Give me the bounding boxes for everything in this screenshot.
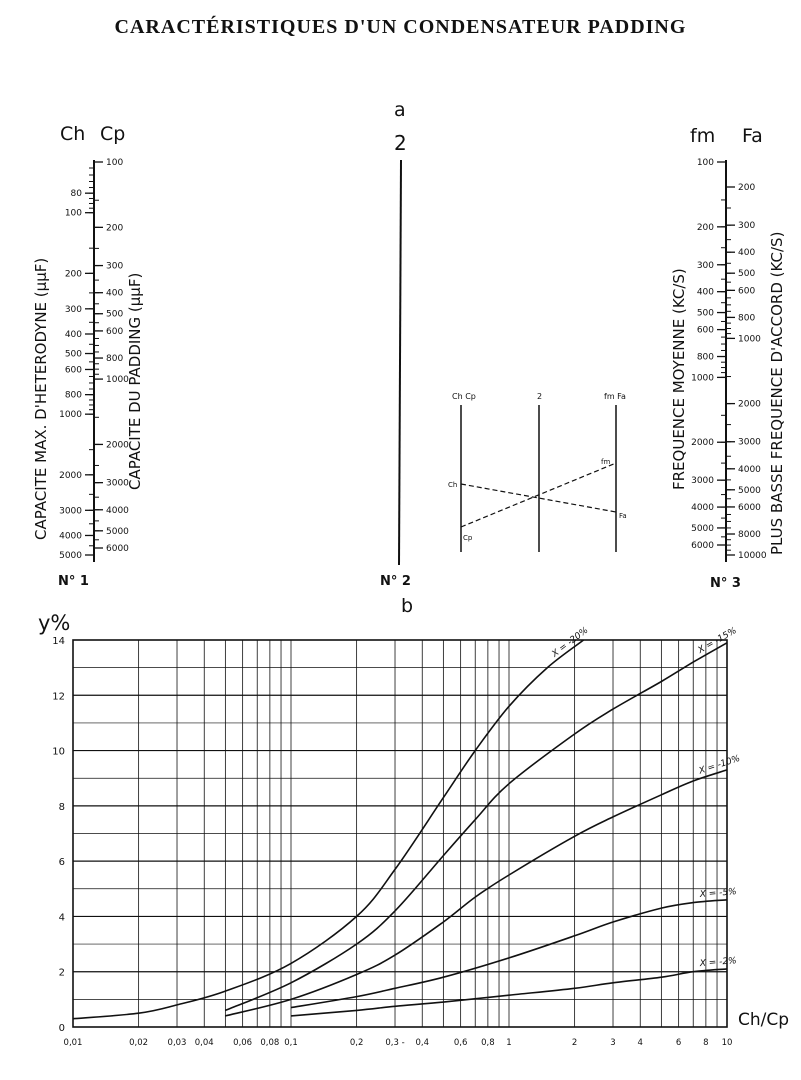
chart-grid — [73, 640, 727, 1027]
scale1-ch-tick-label: 300 — [64, 304, 82, 315]
chart-y-tick-label: 12 — [52, 691, 65, 703]
chart-y-tick-label: 0 — [58, 1023, 65, 1034]
series-line-1 — [225, 643, 727, 1011]
scale1-number: N° 1 — [58, 574, 89, 589]
scale1-ch-tick-label: 2000 — [59, 470, 82, 481]
scale3-fa-tick-label: 400 — [738, 248, 756, 259]
scale1-label-cp: Cp — [100, 123, 126, 145]
chart-x-tick-label: 0,06 — [233, 1038, 253, 1048]
scale3-fa-tick-label: 600 — [738, 286, 756, 297]
example-label-ch: Ch — [448, 481, 458, 489]
scale3-fm-tick-label: 300 — [696, 260, 714, 271]
page-title: CARACTÉRISTIQUES D'UN CONDENSATEUR PADDING — [114, 16, 687, 38]
series-label-3: X = -5% — [699, 887, 738, 901]
chart-xlabel: Ch/Cp — [738, 1010, 790, 1030]
scale3-fa-tick-label: 500 — [738, 269, 756, 280]
scale1-cp-tick-label: 2000 — [106, 440, 129, 451]
scale1-cp-tick-label: 300 — [106, 261, 124, 272]
scale3-fm-tick-label: 600 — [696, 325, 714, 336]
scale3-fm-tick-label: 500 — [696, 308, 714, 319]
scale3-fm-tick-label: 5000 — [691, 523, 714, 534]
scale2-axis — [399, 160, 401, 565]
scale3-fa-tick-label: 1000 — [738, 334, 761, 345]
scale1-ch-tick-label: 200 — [64, 269, 82, 280]
chart-x-tick-label: 0,01 — [63, 1038, 83, 1048]
scale1-label-ch: Ch — [60, 123, 86, 145]
chart-x-tick-label: 1 — [506, 1038, 512, 1048]
chart-y-tick-label: 6 — [58, 857, 65, 869]
chart-x-tick-label: 0,08 — [260, 1038, 280, 1048]
chart-y-tick-label: 14 — [52, 636, 65, 647]
chart-x-tick-label: 0,2 — [349, 1038, 364, 1048]
series-label-0: X = -20% — [550, 625, 591, 660]
chart-y-tick-label: 4 — [58, 912, 65, 924]
scale3-fm-tick-label: 6000 — [691, 541, 714, 551]
scale3-fm-tick-label: 800 — [696, 352, 714, 363]
scale3-fa-tick-label: 2000 — [738, 399, 761, 410]
scale1-cp-tick-label: 600 — [106, 326, 124, 337]
scale3-ticks — [691, 158, 767, 561]
scale1-cp-tick-label: 100 — [106, 158, 124, 168]
line-chart — [0, 600, 801, 1080]
scale3-caption-fa: PLUS BASSE FREQUENCE D'ACCORD (KC/S) — [768, 231, 786, 555]
scale3-fm-tick-label: 400 — [696, 287, 714, 298]
scale1-ch-tick-label: 5000 — [59, 551, 82, 561]
scale3-caption-fm: FREQUENCE MOYENNE (KC/S) — [670, 268, 688, 490]
scale3-fa-tick-label: 5000 — [738, 485, 761, 496]
scale1-caption-ch: CAPACITE MAX. D'HETERODYNE (µµF) — [32, 257, 50, 540]
chart-x-tick-label: 4 — [637, 1038, 643, 1048]
chart-series — [73, 640, 727, 1019]
scale1-ch-tick-label: 80 — [70, 189, 82, 200]
scale2-letter-b: b — [401, 595, 414, 617]
scale1-ch-tick-label: 4000 — [59, 531, 82, 542]
scale3-fm-tick-label: 200 — [696, 222, 714, 233]
scale3-fa-tick-label: 8000 — [738, 530, 761, 541]
scale1-cp-tick-label: 5000 — [106, 526, 129, 537]
chart-x-tick-label: 3 — [610, 1038, 616, 1048]
scale3-fa-tick-label: 4000 — [738, 464, 761, 475]
example-header-fm-fa: fm Fa — [604, 392, 626, 401]
chart-x-tick-label: 0,6 — [453, 1038, 468, 1048]
scale3-label-fa: Fa — [742, 125, 763, 147]
scale3-fm-tick-label: 1000 — [691, 373, 714, 384]
example-diagram — [448, 392, 627, 552]
scale3-label-fm: fm — [690, 125, 716, 147]
scale1-ch-tick-label: 500 — [64, 349, 82, 360]
series-label-2: X = -10% — [697, 753, 742, 777]
scale2-letter-a: a — [394, 99, 406, 121]
scale3-number: N° 3 — [710, 576, 741, 591]
scale2-label: 2 — [394, 131, 407, 155]
scale2-number: N° 2 — [380, 574, 411, 589]
scale1-ch-tick-label: 400 — [64, 329, 82, 340]
chart-series-labels — [550, 626, 742, 970]
scale3-fm-tick-label: 4000 — [691, 503, 714, 514]
chart-y-tick-label: 8 — [58, 801, 65, 813]
series-label-1: X = -15% — [696, 625, 739, 656]
example-header-2: 2 — [537, 392, 543, 401]
scale1-cp-tick-label: 500 — [106, 309, 124, 320]
scale1-ch-tick-label: 800 — [64, 390, 82, 401]
chart-x-tick-label: 2 — [571, 1038, 578, 1048]
scale3-fa-tick-label: 200 — [738, 183, 756, 193]
example-label-cp: Cp — [463, 534, 473, 542]
chart-x-ticks — [64, 1038, 733, 1048]
chart-y-tick-label: 2 — [58, 967, 65, 979]
scale3-fa-tick-label: 6000 — [738, 502, 761, 513]
example-label-fm: fm — [601, 458, 611, 466]
chart-x-tick-label: 8 — [703, 1038, 709, 1048]
scale1-cp-tick-label: 1000 — [106, 375, 129, 386]
chart-y-ticks — [52, 636, 65, 1034]
scale3-fm-tick-label: 100 — [696, 158, 714, 168]
scale1-cp-tick-label: 200 — [106, 223, 124, 234]
scale3-fm-tick-label: 3000 — [691, 476, 714, 487]
scale1-cp-tick-label: 6000 — [106, 544, 129, 554]
scale3-fa-tick-label: 10000 — [738, 551, 767, 561]
chart-x-tick-label: 6 — [675, 1038, 682, 1048]
chart-x-tick-label: 0,4 — [415, 1038, 430, 1048]
chart-x-tick-label: 10 — [721, 1038, 733, 1048]
chart-ylabel: y% — [38, 611, 71, 635]
chart-x-tick-label: 0,3 - — [385, 1038, 405, 1048]
chart-x-tick-label: 0,1 — [284, 1038, 298, 1048]
scale1-ch-tick-label: 1000 — [59, 410, 82, 421]
scale3-fm-tick-label: 2000 — [691, 438, 714, 449]
example-label-fa: Fa — [619, 512, 627, 520]
scale3-fa-tick-label: 3000 — [738, 437, 761, 448]
chart-y-tick-label: 10 — [52, 746, 65, 758]
scale1-caption-cp: CAPACITE DU PADDING (µµF) — [126, 272, 144, 490]
chart-x-tick-label: 0,02 — [129, 1038, 149, 1048]
scale3-fa-tick-label: 800 — [738, 313, 756, 324]
series-label-4: X = -2% — [699, 956, 738, 970]
chart-x-tick-label: 0,04 — [194, 1038, 214, 1048]
chart-x-tick-label: 0,8 — [481, 1038, 495, 1048]
scale3-fa-tick-label: 300 — [738, 221, 756, 232]
scale1-ch-tick-label: 3000 — [59, 506, 82, 517]
example-header-ch-cp: Ch Cp — [452, 392, 476, 401]
scale1-ch-tick-label: 600 — [64, 365, 82, 376]
scale1-cp-tick-label: 400 — [106, 288, 124, 299]
scale1-cp-tick-label: 4000 — [106, 505, 129, 516]
scale1-cp-tick-label: 800 — [106, 354, 124, 365]
chart-x-tick-label: 0,03 — [167, 1038, 187, 1048]
scale1-ch-tick-label: 100 — [64, 208, 82, 219]
scale1-cp-tick-label: 3000 — [106, 478, 129, 489]
